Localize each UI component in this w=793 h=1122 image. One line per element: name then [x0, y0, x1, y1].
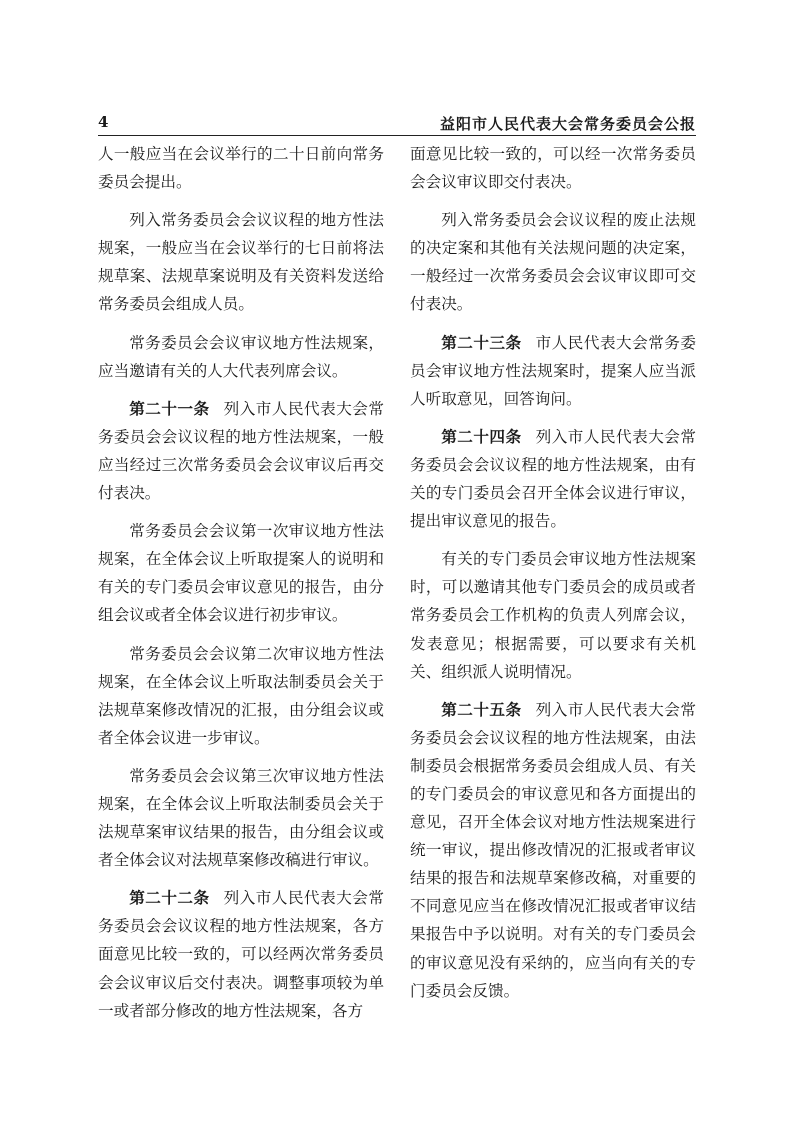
- paragraph: [98, 140, 384, 196]
- paragraph-text: 常务委员会会议第二次审议地方性法规案，在全体会议上听取法制委员会关于法规草案修改情况的汇报，由分组会议或者全体会议进一步审议。: [98, 644, 384, 747]
- paragraph-text: 常务委员会会议审议地方性法规案，应当邀请有关的人大代表列席会议。: [98, 333, 384, 380]
- journal-title: 益阳市人民代表大会常务委员会公报: [439, 115, 696, 133]
- paragraph-text: 列入市人民代表大会常务委员会会议议程的地方性法规案，由有关的专门委员会召开全体会议进行审议，提出审议意见的报告。: [410, 427, 696, 531]
- paragraph-text: 常务委员会会议第一次审议地方性法规案，在全体会议上听取提案人的说明和有关的专门委员会审议意见的报告，由分组会议或者全体会议进行初步审议。: [98, 522, 384, 625]
- paragraph-text: 列入常务委员会会议议程的废止法规的决定案和其他有关法规问题的决定案，一般经过一次常务委员会会议审议即可交付表决。: [410, 211, 696, 314]
- paragraph: [98, 206, 384, 318]
- paragraph-text: 面意见比较一致的，可以经一次常务委员会会议审议即交付表决。: [410, 145, 696, 192]
- paragraph-text: 人一般应当在会议举行的二十日前向常务委员会提出。: [98, 145, 384, 192]
- article-number: 第二十一条: [129, 398, 210, 418]
- paragraph-text: 有关的专门委员会审议地方性法规案时，可以邀请其他专门委员会的成员或者常务委员会工作机构的负责人列席会议，发表意见；根据需要，可以要求有关机关、组织派人说明情况。: [410, 550, 696, 681]
- right-column: [410, 140, 696, 1015]
- paragraph: [98, 329, 384, 385]
- paragraph: [410, 545, 696, 685]
- article-number: 第二十五条: [441, 699, 522, 719]
- paragraph: [98, 640, 384, 752]
- article-number: 第二十二条: [129, 888, 210, 908]
- left-column: [98, 140, 384, 1035]
- article-number: 第二十三条: [441, 332, 522, 352]
- paragraph-text: 列入市人民代表大会常务委员会会议议程的地方性法规案，各方面意见比较一致的，可以经两次常务委员会会议审议后交付表决。调整事项较为单一或者部分修改的地方性法规案，各方: [98, 889, 384, 1020]
- header-divider: [98, 135, 696, 136]
- paragraph: [98, 395, 384, 507]
- paragraph: [410, 140, 696, 196]
- page-header: [98, 111, 696, 133]
- paragraph: [410, 329, 696, 413]
- paragraph-text: 常务委员会会议第三次审议地方性法规案，在全体会议上听取法制委员会关于法规草案审议结果的报告，由分组会议或者全体会议对法规草案修改稿进行审议。: [98, 766, 384, 870]
- paragraph-text: 市人民代表大会常务委员会审议地方性法规案时，提案人应当派人听取意见，回答询问。: [410, 333, 696, 408]
- paragraph: [98, 884, 384, 1024]
- paragraph: [410, 206, 696, 318]
- page-number: 4: [98, 113, 109, 131]
- paragraph: [98, 517, 384, 629]
- article-number: 第二十四条: [441, 426, 522, 446]
- paragraph: [410, 423, 696, 535]
- paragraph-text: 列入常务委员会会议议程的地方性法规案，一般应当在会议举行的七日前将法规草案、法规草案说明及有关资料发送给常务委员会组成人员。: [98, 211, 384, 314]
- paragraph: [98, 762, 384, 874]
- paragraph-text: 列入市人民代表大会常务委员会会议议程的地方性法规案，由法制委员会根据常务委员会组成人员、有关的专门委员会的审议意见和各方面提出的意见，召开全体会议对地方性法规案进行统一审议，提出修改情况的汇报或者审议结果的报告和法规草案修改稿，对重要的不同意见应当在修改情况汇报或者审议结果报告中予以说明。对有关的专门委员会的审议意见没有采纳的，应当向有关的专门委员会反馈。: [410, 700, 696, 1000]
- paragraph: [410, 696, 696, 1005]
- paragraph-text: 列入市人民代表大会常务委员会会议议程的地方性法规案，一般应当经过三次常务委员会会议审议后再交付表决。: [98, 399, 384, 503]
